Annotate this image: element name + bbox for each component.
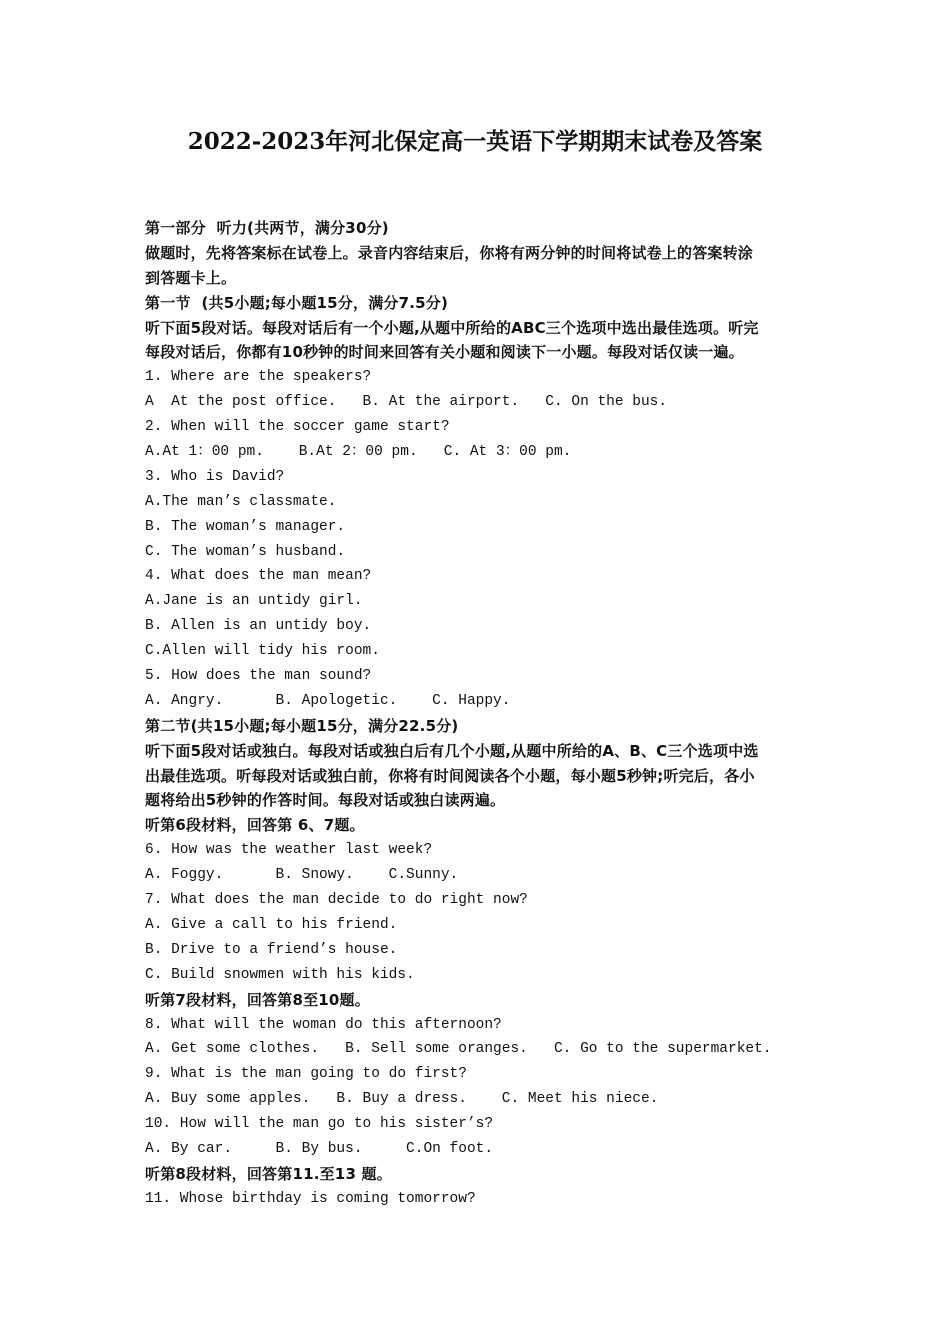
text-line-chinese: 到答题卡上。 bbox=[145, 268, 237, 287]
text-line-chinese: 做题时，先将答案标在试卷上。录音内容结束后，你将有两分钟的时间将试卷上的答案转涂 bbox=[145, 243, 754, 262]
text-line-english: A. By car. B. By bus. C.On foot. bbox=[145, 1140, 494, 1157]
document-title: 2022-2023年河北保定高一英语下学期期末试卷及答案 bbox=[187, 128, 763, 155]
text-line-english: 6. How was the weather last week? bbox=[145, 842, 433, 859]
text-line-english: A.Jane is an untidy girl. bbox=[145, 593, 363, 610]
text-line-english: C. The woman’s husband. bbox=[145, 543, 346, 560]
text-line-chinese: 第一节 (共5小题;每小题15分，满分7.5分) bbox=[145, 293, 449, 312]
text-line-english: A. Buy some apples. B. Buy a dress. C. Meet his niece. bbox=[145, 1091, 659, 1108]
text-line-chinese: 第二节(共15小题;每小题15分，满分22.5分) bbox=[145, 716, 459, 735]
text-line-english: 11. Whose birthday is coming tomorrow? bbox=[145, 1190, 476, 1207]
text-line-chinese: 每段对话后，你都有10秒钟的时间来回答有关小题和阅读下一小题。每段对话仅读一遍。 bbox=[145, 343, 744, 362]
text-line-english: B. Allen is an untidy boy. bbox=[145, 618, 372, 635]
text-line-chinese: 听第6段材料，回答第 6、7题。 bbox=[145, 816, 365, 835]
text-line-english: 5. How does the man sound? bbox=[145, 668, 372, 685]
text-line-english: A At the post office. B. At the airport. C. On the bus. bbox=[145, 394, 668, 411]
text-line-english: 10. How will the man go to his sister’s? bbox=[145, 1116, 494, 1133]
text-line-english: 2. When will the soccer game start? bbox=[145, 419, 450, 436]
text-line-english: A.At 1：00 pm. B.At 2：00 pm. C. At 3：00 pm. bbox=[145, 444, 572, 461]
text-line-chinese: 出最佳选项。听每段对话或独白前，你将有时间阅读各个小题，每小题5秒钟;听完后，各小 bbox=[145, 766, 755, 785]
text-line-english: A. Give a call to his friend. bbox=[145, 916, 398, 933]
text-line-chinese: 听第7段材料，回答第8至10题。 bbox=[145, 990, 370, 1009]
text-line-english: 4. What does the man mean? bbox=[145, 568, 372, 585]
text-line-english: C.Allen will tidy his room. bbox=[145, 643, 380, 660]
text-line-english: B. The woman’s manager. bbox=[145, 518, 346, 535]
text-line-english: B. Drive to a friend’s house. bbox=[145, 941, 398, 958]
text-line-english: A. Get some clothes. B. Sell some oranges. C. Go to the supermarket. bbox=[145, 1041, 772, 1058]
text-line-chinese: 题将给出5秒钟的作答时间。每段对话或独白读两遍。 bbox=[145, 791, 506, 810]
text-line-english: A. Angry. B. Apologetic. C. Happy. bbox=[145, 692, 511, 709]
text-line-chinese: 听第8段材料，回答第11.至13 题。 bbox=[145, 1164, 392, 1183]
document-body bbox=[145, 216, 813, 1212]
text-line-chinese: 第一部分 听力(共两节，满分30分) bbox=[145, 219, 389, 237]
text-line-english: 9. What is the man going to do first? bbox=[145, 1066, 467, 1083]
text-line-chinese: 听下面5段对话或独白。每段对话或独白后有几个小题,从题中所给的A、B、C三个选项中选 bbox=[145, 741, 759, 760]
text-line-english: 3. Who is David? bbox=[145, 468, 285, 485]
text-line-english: C. Build snowmen with his kids. bbox=[145, 966, 415, 983]
text-line-english: A. Foggy. B. Snowy. C.Sunny. bbox=[145, 867, 459, 884]
text-line-english: 8. What will the woman do this afternoon? bbox=[145, 1016, 502, 1033]
text-line-english: 1. Where are the speakers? bbox=[145, 369, 372, 386]
text-line-english: 7. What does the man decide to do right now? bbox=[145, 892, 528, 909]
text-line-chinese: 听下面5段对话。每段对话后有一个小题,从题中所给的ABC三个选项中选出最佳选项。听完 bbox=[145, 318, 759, 337]
text-line-english: A.The man’s classmate. bbox=[145, 493, 337, 510]
